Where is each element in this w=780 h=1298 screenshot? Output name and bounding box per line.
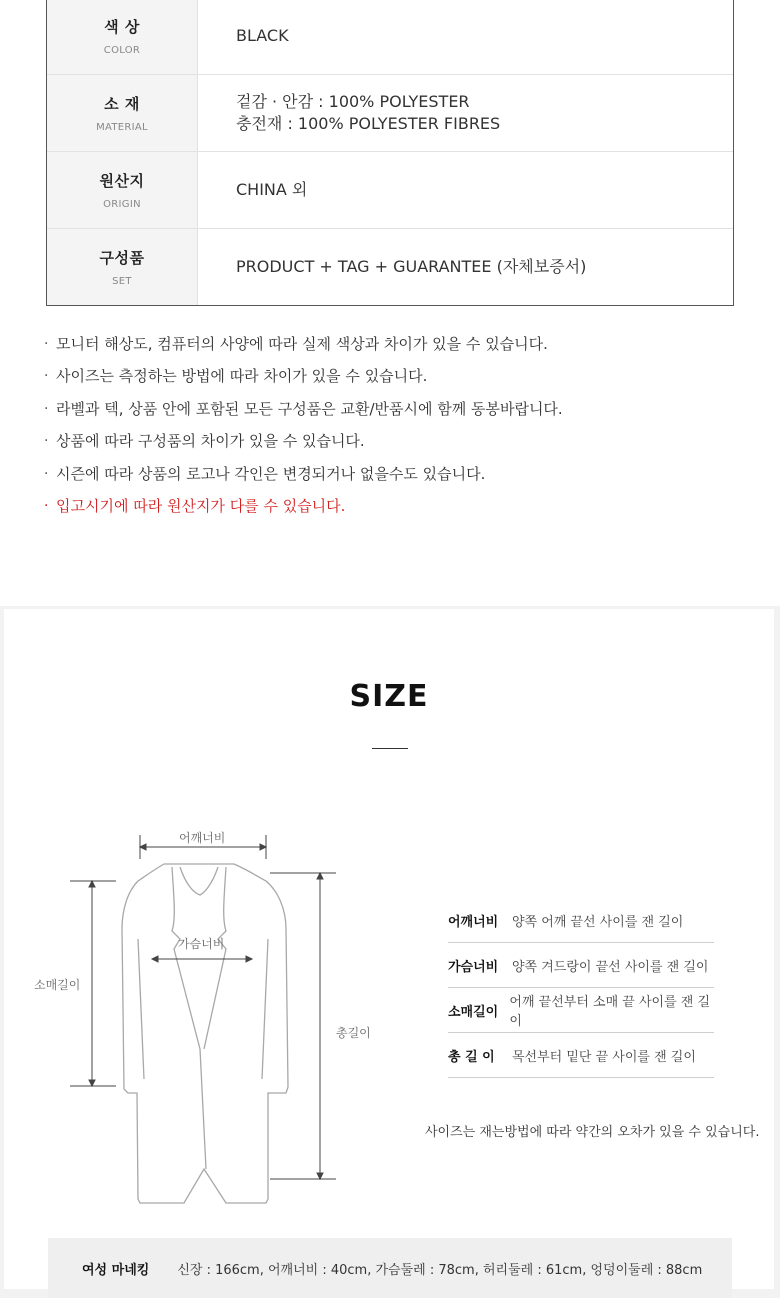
- mannequin-info-bar: [48, 1238, 732, 1298]
- spec-label: 구성품: [99, 249, 145, 267]
- mannequin-measurements: 신장 : 166cm, 어깨너비 : 40cm, 가슴둘레 : 78cm, 허리둘레 : 61cm, 엉덩이둘레 : 88cm: [177, 1262, 703, 1278]
- spec-label: 소 재: [104, 95, 140, 113]
- spec-value: PRODUCT + TAG + GUARANTEE (자체보증서): [236, 257, 587, 276]
- bullet-icon: ·: [44, 336, 49, 352]
- measurement-row: [448, 988, 714, 1033]
- spec-sublabel: ORIGIN: [103, 199, 141, 210]
- shoulder-label: 어깨너비: [179, 831, 226, 845]
- spec-sublabel: COLOR: [103, 45, 141, 56]
- sleeve-label: 소매길이: [34, 978, 81, 992]
- notice-item: [44, 463, 744, 495]
- spec-label-cell: [47, 229, 198, 305]
- notice-text: 상품에 따라 구성품의 차이가 있을 수 있습니다.: [56, 432, 365, 451]
- measurement-row: [448, 898, 714, 943]
- spec-value: BLACK: [236, 26, 289, 45]
- arrow-icon: [140, 844, 146, 850]
- measurement-row: [448, 943, 714, 988]
- spec-label-cell: [47, 0, 198, 74]
- bullet-icon: ·: [44, 433, 49, 450]
- measurement-desc: 어깨 끝선부터 소매 끝 사이를 잰 길이: [509, 995, 711, 1029]
- spec-value: 겉감 · 안감 : 100% POLYESTER: [236, 92, 470, 111]
- arrow-icon: [89, 881, 95, 887]
- spec-sublabel: SET: [112, 276, 132, 287]
- measurement-row: [448, 1033, 714, 1078]
- spec-row-origin: [47, 152, 733, 229]
- size-disclaimer: 사이즈는 재는방법에 따라 약간의 오차가 있을 수 있습니다.: [425, 1125, 760, 1140]
- measurement-key: 총 길 이: [448, 1049, 495, 1065]
- spec-label: 색 상: [104, 18, 140, 36]
- bullet-icon: ·: [44, 400, 49, 417]
- size-title: SIZE: [349, 679, 429, 714]
- notice-item-origin-warning: [44, 495, 744, 527]
- bullet-icon: ·: [44, 497, 49, 514]
- notice-text: 시즌에 따라 상품의 로고나 각인은 변경되거나 없을수도 있습니다.: [56, 464, 486, 483]
- spec-value: 충전재 : 100% POLYESTER FIBRES: [236, 114, 501, 133]
- notice-text: 모니터 해상도, 컴퓨터의 사양에 따라 실제 색상과 차이가 있을 수 있습니다.: [56, 335, 548, 353]
- notice-item: [44, 365, 744, 397]
- measurement-desc: 양쪽 어깨 끝선 사이를 잰 길이: [512, 914, 684, 930]
- arrow-icon: [89, 1080, 95, 1086]
- chest-label: 가슴너비: [178, 937, 225, 951]
- notice-item: [44, 398, 744, 430]
- bullet-icon: ·: [44, 465, 49, 482]
- measurement-key: 가슴너비: [448, 959, 499, 975]
- notice-text: 입고시기에 따라 원산지가 다를 수 있습니다.: [56, 496, 346, 515]
- spec-value-cell: [198, 0, 733, 74]
- spec-label-cell: [47, 75, 198, 151]
- arrow-icon: [246, 956, 252, 962]
- measure-lines: [70, 835, 336, 1179]
- arrow-icon: [317, 1173, 323, 1179]
- spec-value: CHINA 외: [236, 180, 308, 199]
- measurement-desc: 목선부터 밑단 끝 사이를 잰 길이: [512, 1049, 696, 1065]
- product-info-section: [0, 0, 780, 606]
- spec-value-cell: [198, 75, 733, 151]
- length-label: 총길이: [336, 1026, 371, 1040]
- spec-value-cell: [198, 229, 733, 305]
- spec-row-material: [47, 75, 733, 152]
- spec-label-cell: [47, 152, 198, 228]
- measurement-key: 소매길이: [448, 1004, 499, 1020]
- size-section: [4, 609, 774, 1289]
- measurement-table: [448, 898, 714, 1078]
- spec-row-set: [47, 229, 733, 305]
- arrow-icon: [317, 873, 323, 879]
- notice-text: 사이즈는 측정하는 방법에 따라 차이가 있을 수 있습니다.: [56, 367, 428, 386]
- spec-sublabel: MATERIAL: [96, 122, 148, 133]
- arrow-icon: [260, 844, 266, 850]
- notice-item: [44, 333, 744, 365]
- mannequin-label: 여성 마네킹: [82, 1262, 150, 1278]
- bullet-icon: ·: [44, 368, 49, 385]
- spec-row-color: [47, 0, 733, 75]
- notice-list: [44, 333, 744, 527]
- notice-text: 라벨과 텍, 상품 안에 포함된 모든 구성품은 교환/반품시에 함께 동봉바랍니다.: [56, 399, 563, 418]
- spec-label: 원산지: [99, 172, 145, 190]
- measurement-key: 어깨너비: [448, 914, 499, 930]
- spec-value-cell: [198, 152, 733, 228]
- measurement-desc: 양쪽 겨드랑이 끝선 사이를 잰 길이: [512, 959, 709, 975]
- spec-table: [46, 0, 734, 306]
- arrow-icon: [152, 956, 158, 962]
- coat-outline-icon: [122, 864, 288, 1203]
- notice-item: [44, 430, 744, 462]
